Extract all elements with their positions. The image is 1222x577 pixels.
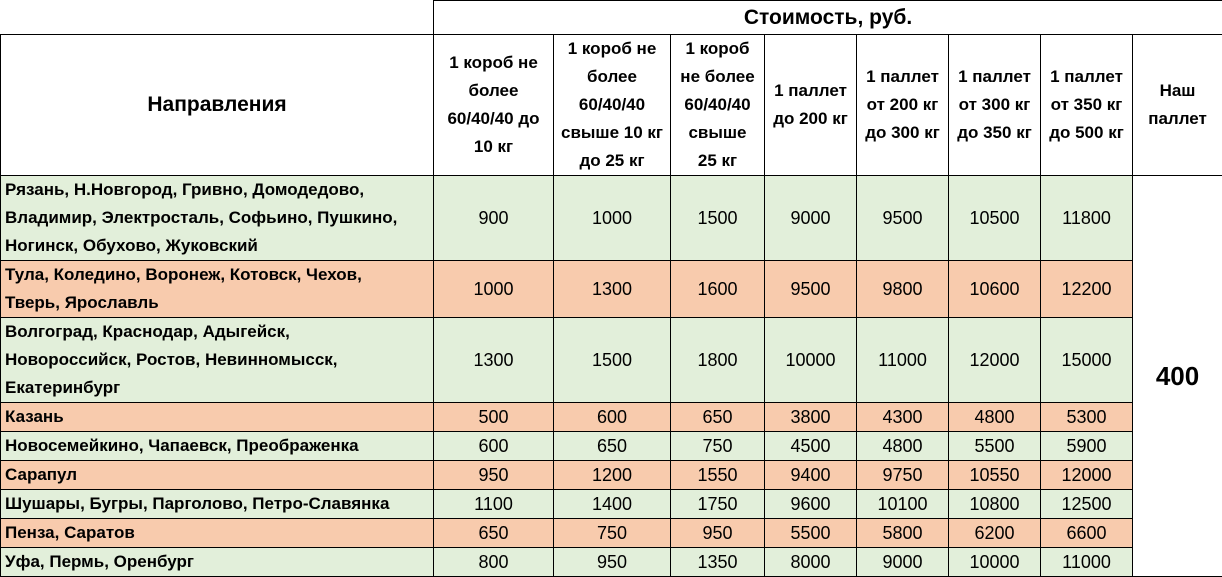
our-pallet-value: 400 <box>1133 176 1222 577</box>
price-cell: 10800 <box>949 490 1041 519</box>
price-cell: 1000 <box>554 176 671 261</box>
price-cell: 500 <box>434 403 554 432</box>
price-cell: 9600 <box>765 490 857 519</box>
price-cell: 1750 <box>671 490 765 519</box>
price-cell: 4800 <box>949 403 1041 432</box>
table-row <box>1 261 1222 318</box>
price-cell: 1000 <box>434 261 554 318</box>
price-cell: 5900 <box>1041 432 1133 461</box>
column-header-pallet-500kg: 1 паллет от 350 кг до 500 кг <box>1041 35 1133 176</box>
price-cell: 1100 <box>434 490 554 519</box>
cost-title: Стоимость, руб. <box>434 1 1222 35</box>
price-cell: 11000 <box>857 318 949 403</box>
price-cell: 5500 <box>765 519 857 548</box>
column-header-our-pallet: Наш паллет <box>1133 35 1222 176</box>
direction-cell: Рязань, Н.Новгород, Гривно, Домодедово, Владимир, Электросталь, Софьино, Пушкино, Ногинск, Обухово, Жуковский <box>1 176 434 261</box>
price-cell: 650 <box>554 432 671 461</box>
price-cell: 6600 <box>1041 519 1133 548</box>
price-cell: 1400 <box>554 490 671 519</box>
price-cell: 5300 <box>1041 403 1133 432</box>
price-cell: 4500 <box>765 432 857 461</box>
table-row <box>1 176 1222 261</box>
price-cell: 10000 <box>949 548 1041 577</box>
table-body <box>1 176 1222 577</box>
price-cell: 12000 <box>949 318 1041 403</box>
price-cell: 1500 <box>671 176 765 261</box>
directions-header: Направления <box>1 35 434 176</box>
price-cell: 950 <box>434 461 554 490</box>
price-cell: 10500 <box>949 176 1041 261</box>
price-cell: 1800 <box>671 318 765 403</box>
price-cell: 1300 <box>434 318 554 403</box>
price-cell: 9500 <box>765 261 857 318</box>
column-header-box-25kg: 1 короб не более 60/40/40 свыше 10 кг до 25 кг <box>554 35 671 176</box>
price-cell: 12000 <box>1041 461 1133 490</box>
price-cell: 900 <box>434 176 554 261</box>
price-cell: 1600 <box>671 261 765 318</box>
price-cell: 9000 <box>857 548 949 577</box>
table-row <box>1 403 1222 432</box>
price-cell: 650 <box>434 519 554 548</box>
price-cell: 8000 <box>765 548 857 577</box>
price-cell: 750 <box>671 432 765 461</box>
price-cell: 11000 <box>1041 548 1133 577</box>
price-cell: 1300 <box>554 261 671 318</box>
price-cell: 11800 <box>1041 176 1133 261</box>
price-cell: 600 <box>554 403 671 432</box>
direction-cell: Уфа, Пермь, Оренбург <box>1 548 434 577</box>
direction-cell: Новосемейкино, Чапаевск, Преображенка <box>1 432 434 461</box>
price-cell: 750 <box>554 519 671 548</box>
price-cell: 600 <box>434 432 554 461</box>
direction-cell: Тула, Коледино, Воронеж, Котовск, Чехов, Тверь, Ярославль <box>1 261 434 318</box>
price-cell: 6200 <box>949 519 1041 548</box>
direction-cell: Казань <box>1 403 434 432</box>
price-cell: 9400 <box>765 461 857 490</box>
price-cell: 10000 <box>765 318 857 403</box>
table-row <box>1 461 1222 490</box>
direction-cell: Шушары, Бугры, Парголово, Петро-Славянка <box>1 490 434 519</box>
price-cell: 9000 <box>765 176 857 261</box>
price-cell: 9800 <box>857 261 949 318</box>
price-cell: 10600 <box>949 261 1041 318</box>
header-blank <box>1 1 434 35</box>
price-cell: 1200 <box>554 461 671 490</box>
price-cell: 650 <box>671 403 765 432</box>
column-header-pallet-350kg: 1 паллет от 300 кг до 350 кг <box>949 35 1041 176</box>
column-header-box-10kg: 1 короб не более 60/40/40 до 10 кг <box>434 35 554 176</box>
table-row <box>1 519 1222 548</box>
price-cell: 4800 <box>857 432 949 461</box>
price-cell: 4300 <box>857 403 949 432</box>
price-cell: 10550 <box>949 461 1041 490</box>
table-row <box>1 490 1222 519</box>
price-cell: 9750 <box>857 461 949 490</box>
table-row <box>1 318 1222 403</box>
price-cell: 12500 <box>1041 490 1133 519</box>
direction-cell: Пенза, Саратов <box>1 519 434 548</box>
price-cell: 12200 <box>1041 261 1133 318</box>
price-cell: 15000 <box>1041 318 1133 403</box>
price-cell: 5800 <box>857 519 949 548</box>
price-cell: 950 <box>671 519 765 548</box>
column-header-pallet-300kg: 1 паллет от 200 кг до 300 кг <box>857 35 949 176</box>
price-cell: 1550 <box>671 461 765 490</box>
direction-cell: Волгоград, Краснодар, Адыгейск, Новороссийск, Ростов, Невинномысск, Екатеринбург <box>1 318 434 403</box>
price-cell: 5500 <box>949 432 1041 461</box>
price-cell: 3800 <box>765 403 857 432</box>
table-row <box>1 432 1222 461</box>
column-header-box-over-25kg: 1 короб не более 60/40/40 свыше 25 кг <box>671 35 765 176</box>
direction-cell: Сарапул <box>1 461 434 490</box>
price-cell: 1350 <box>671 548 765 577</box>
price-cell: 9500 <box>857 176 949 261</box>
price-cell: 800 <box>434 548 554 577</box>
price-cell: 950 <box>554 548 671 577</box>
column-header-pallet-200kg: 1 паллет до 200 кг <box>765 35 857 176</box>
price-cell: 10100 <box>857 490 949 519</box>
price-cell: 1500 <box>554 318 671 403</box>
table-row <box>1 548 1222 577</box>
